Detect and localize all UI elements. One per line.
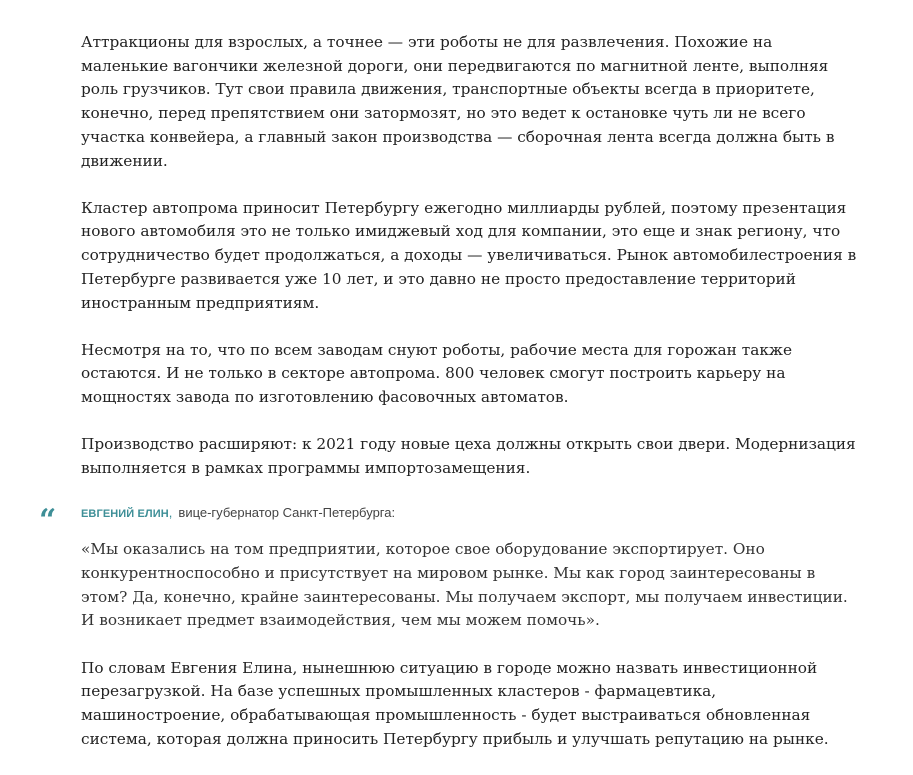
quote-author-separator: , [168,505,173,521]
quote-text: «Мы оказались на том предприятии, которое свое оборудование экспортирует. Оно конкурентноспособно и присутствует на мировом рынке. Мы как город заинтересованы в этом? Да, конечно, крайне заинтересованы. Мы получаем экспорт, мы получаем инвестиции. И возникает предмет взаимодействия, чем мы можем помочь». [81,540,848,630]
paragraph-expansion: Производство расширяют: к 2021 году новые цеха должны открыть свои двери. Модернизация выполняется в рамках программы импортозамещения. [81,435,856,478]
paragraph-cluster: Кластер автопрома приносит Петербургу ежегодно миллиарды рублей, поэтому презентация нового автомобиля это не только имиджевый ход для компании, это еще и знак региону, что сотрудничество будет продолжаться, а доходы — увеличиваться. Рынок автомобилестроения в Петербурге развивается уже 10 лет, и это давно не просто предоставление территорий иностранным предприятиям. [81,198,857,312]
article-body [39,31,861,775]
quote-author-role: вице-губернатор Санкт-Петербурга: [178,505,396,521]
quote-mark-icon: “ [39,503,57,539]
paragraph-jobs: Несмотря на то, что по всем заводам снуют роботы, рабочие места для горожан также остаются. И не только в секторе автопрома. 800 человек смогут построить карьеру на мощностях завода по изготовлению фасовочных автоматов. [81,340,792,407]
paragraph-closing: По словам Евгения Елина, нынешнюю ситуацию в городе можно назвать инвестиционной перезагрузкой. На базе успешных промышленных кластеров - фармацевтика, машиностроение, обрабатывающая промышленность - будет выстраиваться обновленная система, которая должна приносить Петербургу прибыль и улучшать репутацию на рынке. [81,658,829,748]
quote-author-line [81,504,861,523]
quote-author-name[interactable]: ЕВГЕНИЙ ЕЛИН [81,508,169,521]
paragraph-robots: Аттракционы для взрослых, а точнее — эти роботы не для развлечения. Похожие на маленькие вагончики железной дороги, они передвигаются по магнитной ленте, выполняя роль грузчиков. Тут свои правила движения, транспортные объекты всегда в приоритете, конечно, перед препятствием они затормозят, но это ведет к остановке чуть ли не всего участка конвейера, а главный закон производства — сборочная лента всегда должна быть в движении. [81,33,835,170]
quote-block [39,503,861,633]
